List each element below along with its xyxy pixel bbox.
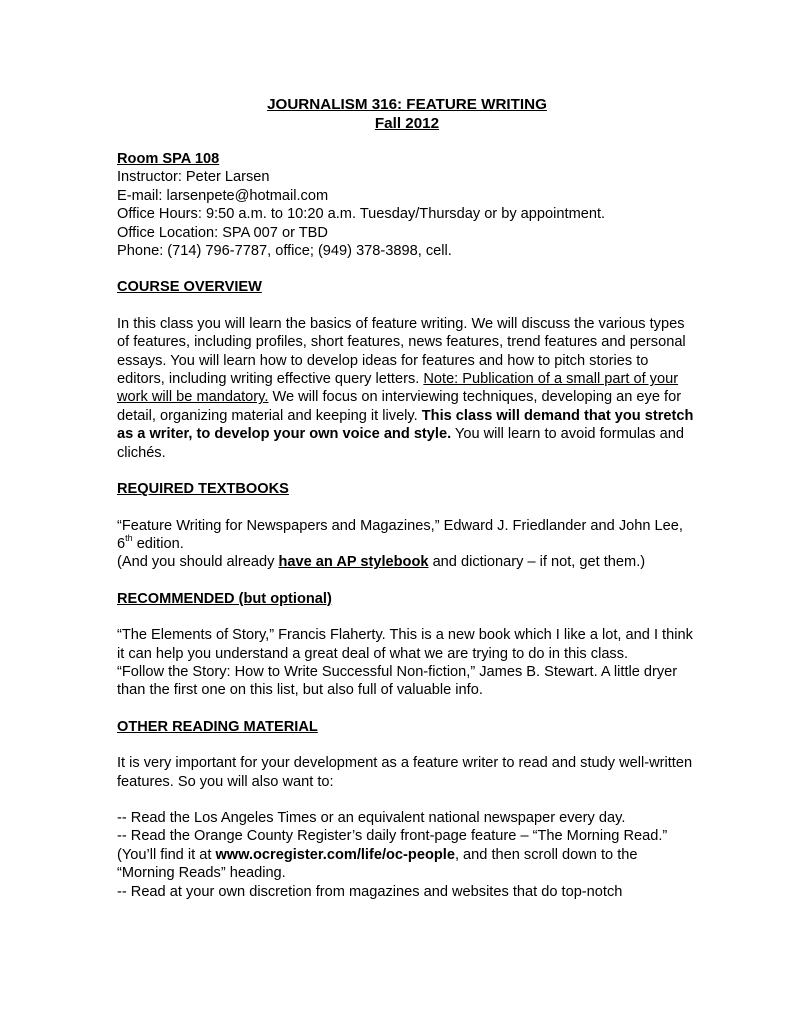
recommended-heading: RECOMMENDED (but optional)	[117, 590, 332, 607]
office-hours-line: Office Hours: 9:50 a.m. to 10:20 a.m. Tuesday/Thursday or by appointment.	[117, 206, 606, 223]
ap-stylebook-note	[117, 553, 697, 571]
overview-heading: COURSE OVERVIEW	[117, 279, 262, 296]
publication-note: Note: Publication of a small part of your work will be mandatory.	[117, 371, 679, 406]
course-info	[117, 150, 697, 260]
reading-item-2	[117, 827, 697, 882]
ap-stylebook-emphasis: have an AP stylebook	[278, 554, 429, 571]
term-title: Fall 2012	[374, 115, 440, 132]
textbook-text: “Feature Writing for Newspapers and Magazines,” Edward J. Friedlander and John Lee, 6	[117, 517, 683, 552]
recommended-item-1: “The Elements of Story,” Francis Flaherty. This is a new book which I like a lot, and I think it can help you understand a great deal of what we are trying to do in this class.	[117, 627, 693, 662]
recommended-item-2: “Follow the Story: How to Write Successful Non-fiction,” James B. Stewart. A little dryer than the first one on this list, but also full of valuable info.	[117, 663, 678, 699]
title-block	[117, 95, 697, 133]
phone-line: Phone: (714) 796-7787, office; (949) 378-3898, cell.	[117, 243, 452, 260]
overview-emphasis: This class will demand that you stretch as a writer, to develop your own voice and style.	[117, 407, 694, 443]
overview-text-1: In this class you will learn the basics of feature writing. We will discuss the various types of features, including profiles, short features, news features, trend features and personal essays. You will learn how to develop ideas for features and how to pitch stories to editors, including writing effective query letters.	[117, 315, 686, 388]
reading-item-1: -- Read the Los Angeles Times or an equivalent national newspaper every day.	[117, 809, 626, 826]
reading-item-2-post: , and then scroll down to the “Morning Reads” heading.	[117, 846, 638, 882]
room-label: Room SPA 108	[117, 151, 220, 167]
ap-note-pre: (And you should already	[117, 554, 279, 571]
other-reading-heading: OTHER READING MATERIAL	[117, 718, 318, 735]
course-title: JOURNALISM 316: FEATURE WRITING	[267, 96, 547, 113]
reading-item-2-pre: -- Read the Orange County Register’s daily front-page feature – “The Morning Read.” (You’ll find it at	[117, 828, 668, 863]
ocregister-link[interactable]: www.ocregister.com/life/oc-people	[215, 846, 455, 863]
overview-text-2: We will focus on interviewing techniques, developing an eye for detail, organizing material and keeping it lively.	[117, 389, 682, 424]
edition-superscript: th	[125, 533, 133, 544]
textbook-item	[117, 517, 697, 554]
overview-paragraph	[117, 315, 697, 462]
instructor-line: Instructor: Peter Larsen	[117, 169, 270, 186]
other-reading-intro: It is very important for your development as a feature writer to read and study well-written features. So you will also want to:	[117, 755, 693, 790]
textbooks-heading: REQUIRED TEXTBOOKS	[117, 481, 289, 498]
textbook-edition: edition.	[132, 535, 184, 552]
overview-text-3: You will learn to avoid formulas and clichés.	[117, 426, 684, 461]
email-line: E-mail: larsenpete@hotmail.com	[117, 187, 329, 204]
office-location-line: Office Location: SPA 007 or TBD	[117, 224, 328, 241]
syllabus-page	[117, 95, 697, 901]
ap-note-post: and dictionary – if not, get them.)	[428, 554, 646, 571]
reading-item-3: -- Read at your own discretion from magazines and websites that do top-notch	[117, 883, 623, 900]
